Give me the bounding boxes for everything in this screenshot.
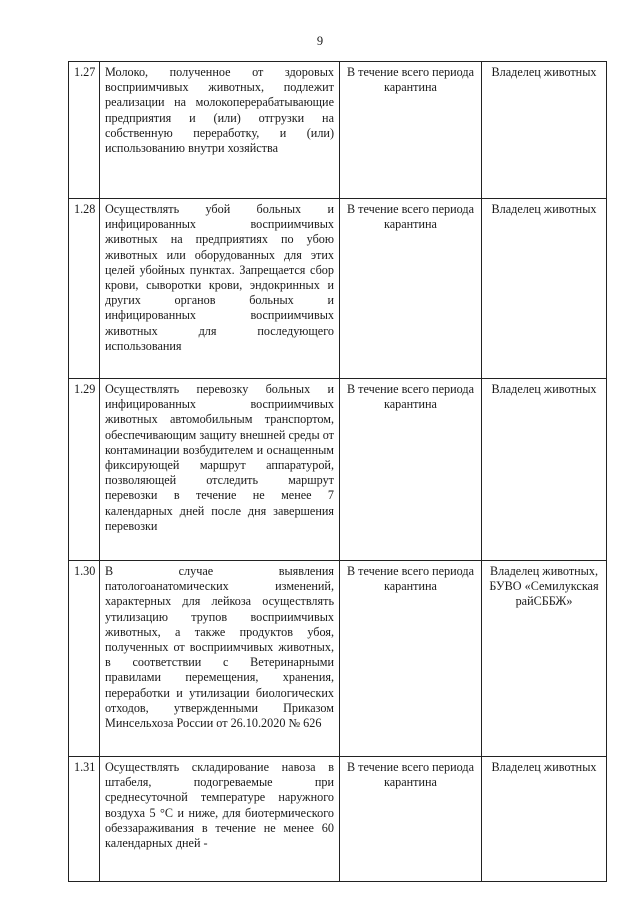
measure-responsible: Владелец животных [482, 62, 607, 199]
page-number: 9 [316, 34, 324, 48]
measure-responsible: Владелец животных [482, 757, 607, 882]
measure-description: Осуществлять перевозку больных и инфицированных восприимчивых животных автомобильным транспортом, обеспечивающим защиту внешней среды от контаминации возбудителем и оснащенным фиксирующей маршрут аппаратурой, позволяющей отследить маршрут перевозки в течение не менее 7 календарных дней после дня завершения перевозки [100, 379, 340, 561]
measure-description: В случае выявления патологоанатомических изменений, характерных для лейкоза осуществлять утилизацию трупов восприимчивых животных, а также продуктов убоя, полученных от восприимчивых животных, в соответствии с Ветеринарными правилами перемещения, хранения, переработки и утилизации биологических отходов, утвержденными Приказом Минсельхоза России от 26.10.2020 № 626 [100, 561, 340, 757]
measures-table [68, 61, 607, 882]
measure-term: В течение всего периода карантина [340, 62, 482, 199]
row-number: 1.30 [69, 561, 100, 757]
table-row [69, 561, 607, 757]
table-row [69, 199, 607, 379]
measure-responsible: Владелец животных [482, 379, 607, 561]
measure-responsible: Владелец животных [482, 199, 607, 379]
measure-description: Осуществлять складирование навоза в штабеля, подогреваемые при среднесуточной температуре наружного воздуха 5 °С и ниже, для биотермического обеззараживания в течение не менее 60 календарных дней - [100, 757, 340, 882]
table-row [69, 757, 607, 882]
row-number: 1.27 [69, 62, 100, 199]
row-number: 1.31 [69, 757, 100, 882]
measure-description: Молоко, полученное от здоровых восприимчивых животных, подлежит реализации на молокоперерабатывающие предприятия и (или) отгрузки на собственную переработку, и (или) использованию внутри хозяйства [100, 62, 340, 199]
table-row [69, 379, 607, 561]
measure-description: Осуществлять убой больных и инфицированных восприимчивых животных на предприятиях по убою животных или оборудованных для этих целей убойных пунктах. Запрещается сбор крови, сыворотки крови, эндокринных и других органов больных и инфицированных восприимчивых животных для последующего использования [100, 199, 340, 379]
row-number: 1.28 [69, 199, 100, 379]
row-number: 1.29 [69, 379, 100, 561]
measure-term: В течение всего периода карантина [340, 199, 482, 379]
measure-term: В течение всего периода карантина [340, 379, 482, 561]
measure-term: В течение всего периода карантина [340, 561, 482, 757]
table-row [69, 62, 607, 199]
measure-term: В течение всего периода карантина [340, 757, 482, 882]
measure-responsible: Владелец животных, БУВО «Семилукская райСББЖ» [482, 561, 607, 757]
